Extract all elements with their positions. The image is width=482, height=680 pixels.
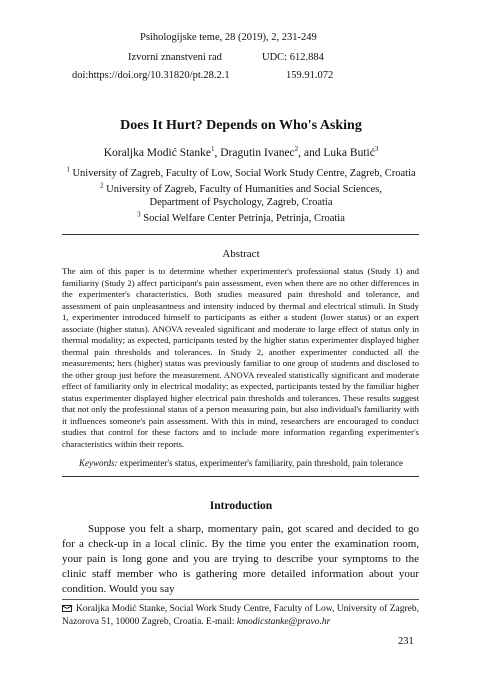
- author-name: Luka Butić: [323, 147, 375, 159]
- affil-marker: 3: [137, 210, 141, 219]
- author-name: Koraljka Modić Stanke: [103, 147, 211, 159]
- abstract-bottom-rule: [62, 476, 419, 477]
- introduction-heading: Introduction: [209, 500, 273, 512]
- footnote-rule: [62, 599, 419, 600]
- envelope-icon: [62, 605, 72, 612]
- abstract-heading: Abstract: [222, 248, 260, 260]
- journal-citation: Psihologijske teme, 28 (2019), 2, 231-249: [140, 32, 317, 43]
- udc-code: UDC: 612.884: [262, 52, 324, 63]
- footnote-text: Koraljka Modić Stanke, Social Work Study Centre, Faculty of Low, University of Zagreb, Nazorova 51, 10000 Zagreb, Croatia. E-mail:: [62, 604, 419, 627]
- author-affil-marker: 2: [294, 145, 299, 154]
- affiliation-text: Social Welfare Center Petrinja, Petrinja, Croatia: [143, 213, 345, 224]
- author-list: [0, 147, 482, 159]
- affiliation-text: University of Zagreb, Faculty of Low, Social Work Study Centre, Zagreb, Croatia: [72, 168, 416, 179]
- author-affil-marker: 3: [374, 145, 379, 154]
- introduction-text: Suppose you felt a sharp, momentary pain, got scared and decided to go for a check-up in a local clinic. By the time you enter the examination room, your pain is long gone and you are trying to describe your symptoms to the clinic staff member who is gathering more detailed information about your condition. Would you say: [62, 523, 419, 595]
- author-separator: ,: [214, 147, 221, 159]
- paper-title: Does It Hurt? Depends on Who's Asking: [120, 118, 362, 133]
- author-separator: , and: [298, 147, 324, 159]
- affiliation-2: [0, 183, 482, 196]
- affiliation-text: University of Zagreb, Faculty of Humanities and Social Sciences,: [106, 184, 382, 195]
- keywords-list: experimenter's status, experimenter's familiarity, pain threshold, pain tolerance: [117, 458, 403, 468]
- author-affil-marker: 1: [211, 145, 215, 154]
- email-link[interactable]: kmodicstanke@pravo.hr: [236, 617, 331, 627]
- udc-code-secondary: 159.91.072: [286, 70, 334, 81]
- article-type: Izvorni znanstveni rad: [128, 52, 222, 63]
- page-number: 231: [398, 636, 414, 647]
- affiliation-1: [0, 167, 482, 180]
- doi-link[interactable]: doi:https://doi.org/10.31820/pt.28.2.1: [72, 70, 230, 81]
- keywords-label: Keywords:: [79, 458, 118, 468]
- affiliation-3: [0, 212, 482, 225]
- affil-marker: 1: [66, 165, 70, 174]
- author-name: Dragutin Ivanec: [220, 147, 295, 159]
- correspondence-footnote: [62, 603, 419, 629]
- affiliation-2-line-2: Department of Psychology, Zagreb, Croatia: [149, 197, 333, 208]
- keywords-line: [0, 458, 482, 468]
- abstract-top-rule: [62, 234, 419, 235]
- abstract-text: The aim of this paper is to determine whether experimenter's professional status (Study 1) and familiarity (Study 2) affect participant's pain assessment, even when there are no other differences in the experimenter's characteristics. Both studies measured pain threshold and tolerance, and assessment of pain unpleasantness and intensity induced by thermal and electrical stimuli. In Study 1, experimenter introduced himself to participants as either a student (lower status) or an expert associate (higher status). ANOVA revealed significant and moderate to large effect of status only in thermal modality; as expected, participants tested by the higher status experimenter displayed higher thermal pain thresholds and tolerances. In Study 2, another experimenter conducted all the measurements; hers (higher) status was previously familiar to one group of students and disclosed to the other group just before the measurement. ANOVA revealed statistically significant and moderate effect of familiarity only in electrical modality; as expected, participants tested by the familiar higher status experimenter displayed higher electrical pain thresholds and tolerances. These results suggest that not only the professional status of a person measuring pain, but also individual's familiarity with it influences someone's pain assessment. With this in mind, researchers are encouraged to conduct studies that control for these factors and to include more information regarding experimenter's characteristics within their reports.: [62, 266, 419, 449]
- affil-marker: 2: [100, 181, 104, 190]
